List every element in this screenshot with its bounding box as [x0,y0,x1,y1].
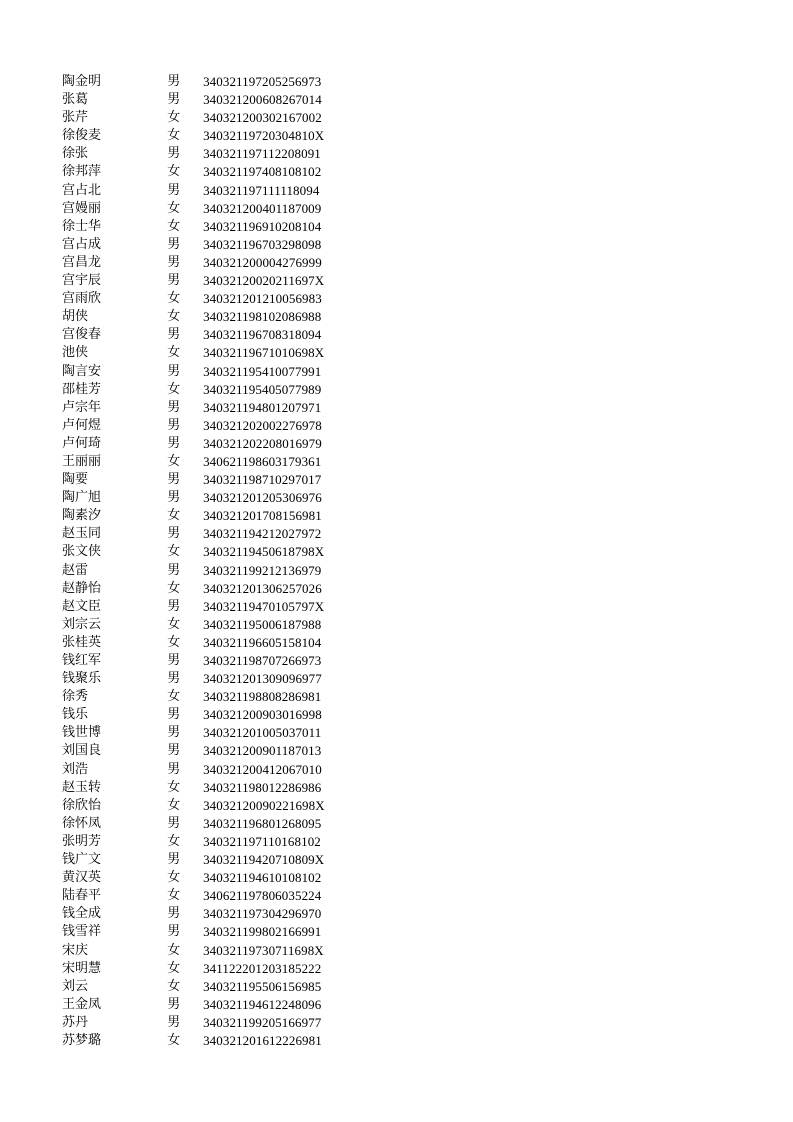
table-row [62,525,362,543]
table-row [62,1014,362,1032]
name-cell: 张桂英 [62,634,102,650]
id-number-cell: 340321194610108102 [203,870,322,886]
id-number-cell: 340321201210056983 [203,291,322,307]
id-number-cell: 340321200903016998 [203,707,322,723]
table-row [62,797,362,815]
table-row [62,489,362,507]
id-number-cell: 340321201309096977 [203,671,322,687]
gender-cell: 男 [167,725,181,741]
name-cell: 徐士华 [62,218,102,234]
name-cell: 宋庆 [62,942,89,958]
name-cell: 张芹 [62,110,89,126]
name-cell: 陶要 [62,472,89,488]
table-row [62,942,362,960]
id-number-cell: 34032119420710809X [203,852,325,868]
id-number-cell: 340321197110168102 [203,833,321,849]
table-row [62,127,362,145]
gender-cell: 女 [167,580,181,596]
table-row [62,724,362,742]
gender-cell: 男 [167,435,181,451]
gender-cell: 男 [167,146,181,162]
name-cell: 钱乐 [62,707,89,723]
gender-cell: 男 [167,562,181,578]
id-number-cell: 340321195506156985 [203,978,322,994]
name-cell: 宫宇辰 [62,273,102,289]
gender-cell: 男 [167,399,181,415]
gender-cell: 男 [167,906,181,922]
id-number-cell: 340321200412067010 [203,761,322,777]
gender-cell: 男 [167,417,181,433]
name-cell: 刘浩 [62,761,89,777]
name-cell: 刘国良 [62,743,102,759]
roster-table [62,73,362,1050]
table-row [62,471,362,489]
id-number-cell: 340321201306257026 [203,580,322,596]
id-number-cell: 340321196708318094 [203,327,322,343]
id-number-cell: 340321195410077991 [203,363,322,379]
id-number-cell: 340621198603179361 [203,453,322,469]
gender-cell: 男 [167,671,181,687]
name-cell: 钱聚乐 [62,671,102,687]
gender-cell: 男 [167,526,181,542]
gender-cell: 女 [167,616,181,632]
id-number-cell: 340321195405077989 [203,381,322,397]
gender-cell: 女 [167,978,181,994]
table-row [62,453,362,471]
gender-cell: 女 [167,128,181,144]
gender-cell: 女 [167,381,181,397]
gender-cell: 女 [167,508,181,524]
name-cell: 王丽丽 [62,453,102,469]
id-number-cell: 340321201612226981 [203,1032,322,1048]
id-number-cell: 34032119470105797X [203,598,325,614]
gender-cell: 女 [167,689,181,705]
gender-cell: 男 [167,363,181,379]
name-cell: 徐欣怡 [62,797,102,813]
id-number-cell: 340321194612248096 [203,996,322,1012]
name-cell: 宫俊春 [62,327,102,343]
id-number-cell: 340321197408108102 [203,164,322,180]
table-row [62,363,362,381]
id-number-cell: 340321200401187009 [203,200,322,216]
id-number-cell: 340321198710297017 [203,472,322,488]
table-row [62,634,362,652]
id-number-cell: 340321199205166977 [203,1014,322,1030]
table-row [62,887,362,905]
gender-cell: 女 [167,797,181,813]
name-cell: 钱广文 [62,852,102,868]
name-cell: 赵雷 [62,562,89,578]
table-row [62,290,362,308]
gender-cell: 女 [167,453,181,469]
table-row [62,562,362,580]
id-number-cell: 341122201203185222 [203,960,322,976]
gender-cell: 男 [167,924,181,940]
id-number-cell: 340321201708156981 [203,508,322,524]
table-row [62,399,362,417]
table-row [62,73,362,91]
name-cell: 钱雪祥 [62,924,102,940]
id-number-cell: 340321198102086988 [203,309,322,325]
table-row [62,163,362,181]
gender-cell: 女 [167,291,181,307]
gender-cell: 男 [167,254,181,270]
name-cell: 宫占北 [62,182,102,198]
name-cell: 钱红军 [62,653,102,668]
id-number-cell: 340321199212136979 [203,562,322,578]
gender-cell: 女 [167,779,181,795]
name-cell: 池侠 [62,345,89,361]
table-row [62,905,362,923]
name-cell: 陆春平 [62,888,102,904]
table-row [62,742,362,760]
table-row [62,580,362,598]
name-cell: 钱世博 [62,725,102,741]
table-row [62,200,362,218]
id-number-cell: 340321201005037011 [203,725,322,741]
id-number-cell: 340321202208016979 [203,435,322,451]
name-cell: 胡侠 [62,309,89,325]
name-cell: 宫昌龙 [62,254,102,270]
id-number-cell: 340321196605158104 [203,634,322,650]
table-row [62,236,362,254]
id-number-cell: 34032119671010698X [203,345,325,361]
gender-cell: 男 [167,273,181,289]
table-row [62,417,362,435]
table-row [62,996,362,1014]
table-row [62,923,362,941]
table-row [62,182,362,200]
id-number-cell: 34032119720304810X [203,128,325,144]
gender-cell: 女 [167,870,181,886]
name-cell: 王金凤 [62,996,102,1012]
gender-cell: 男 [167,92,181,108]
id-number-cell: 340321198707266973 [203,653,322,668]
table-row [62,706,362,724]
name-cell: 赵玉同 [62,526,102,542]
name-cell: 卢何琦 [62,435,102,451]
table-row [62,815,362,833]
gender-cell: 女 [167,110,181,126]
table-row [62,598,362,616]
table-row [62,652,362,670]
gender-cell: 男 [167,815,181,831]
table-row [62,254,362,272]
name-cell: 黄汉英 [62,870,102,886]
id-number-cell: 340321197111118094 [203,182,320,198]
table-row [62,670,362,688]
table-row [62,308,362,326]
table-row [62,779,362,797]
gender-cell: 女 [167,544,181,560]
id-number-cell: 340321197205256973 [203,74,322,89]
gender-cell: 男 [167,490,181,506]
table-row [62,869,362,887]
gender-cell: 男 [167,74,181,89]
id-number-cell: 340321196801268095 [203,815,322,831]
id-number-cell: 340321195006187988 [203,616,322,632]
id-number-cell: 340321200901187013 [203,743,322,759]
table-row [62,1032,362,1050]
gender-cell: 女 [167,833,181,849]
id-number-cell: 340321199802166991 [203,924,322,940]
name-cell: 张文侠 [62,544,102,560]
gender-cell: 女 [167,634,181,650]
name-cell: 刘云 [62,978,89,994]
id-number-cell: 340321200608267014 [203,92,322,108]
table-row [62,688,362,706]
gender-cell: 男 [167,236,181,252]
table-row [62,833,362,851]
table-row [62,851,362,869]
id-number-cell: 340321197112208091 [203,146,321,162]
id-number-cell: 340321198808286981 [203,689,322,705]
name-cell: 宋明慧 [62,960,102,976]
name-cell: 卢宗年 [62,399,102,415]
table-row [62,761,362,779]
name-cell: 钱全成 [62,906,102,922]
gender-cell: 男 [167,743,181,759]
table-row [62,381,362,399]
id-number-cell: 340321197304296970 [203,906,322,922]
id-number-cell: 340321202002276978 [203,417,322,433]
table-row [62,145,362,163]
table-row [62,272,362,290]
gender-cell: 男 [167,327,181,343]
table-row [62,978,362,996]
gender-cell: 女 [167,942,181,958]
name-cell: 徐俊麦 [62,128,102,144]
gender-cell: 女 [167,1032,181,1048]
table-row [62,543,362,561]
gender-cell: 男 [167,472,181,488]
name-cell: 卢何煜 [62,417,102,433]
table-row [62,91,362,109]
name-cell: 赵文臣 [62,598,102,614]
name-cell: 张葛 [62,92,89,108]
name-cell: 刘宗云 [62,616,102,632]
table-row [62,326,362,344]
name-cell: 宫占成 [62,236,102,252]
id-number-cell: 340321200004276999 [203,254,322,270]
gender-cell: 女 [167,200,181,216]
gender-cell: 男 [167,1014,181,1030]
name-cell: 邵桂芳 [62,381,102,397]
table-row [62,109,362,127]
table-row [62,344,362,362]
name-cell: 陶素汐 [62,508,102,524]
name-cell: 陶言安 [62,363,102,379]
id-number-cell: 340321196910208104 [203,218,322,234]
gender-cell: 男 [167,707,181,723]
name-cell: 徐张 [62,146,89,162]
id-number-cell: 340321194212027972 [203,526,322,542]
table-row [62,218,362,236]
id-number-cell: 34032119450618798X [203,544,325,560]
name-cell: 宫雨欣 [62,291,102,307]
name-cell: 赵玉转 [62,779,102,795]
id-number-cell: 34032120090221698X [203,797,325,813]
name-cell: 苏梦璐 [62,1032,102,1048]
gender-cell: 女 [167,888,181,904]
id-number-cell: 340321196703298098 [203,236,322,252]
name-cell: 徐怀凤 [62,815,102,831]
id-number-cell: 34032120020211697X [203,273,325,289]
gender-cell: 女 [167,164,181,180]
gender-cell: 男 [167,653,181,668]
name-cell: 徐秀 [62,689,89,705]
gender-cell: 男 [167,598,181,614]
gender-cell: 女 [167,309,181,325]
table-row [62,435,362,453]
table-row [62,616,362,634]
gender-cell: 女 [167,960,181,976]
gender-cell: 男 [167,996,181,1012]
name-cell: 张明芳 [62,833,102,849]
name-cell: 徐邦萍 [62,164,102,180]
gender-cell: 女 [167,345,181,361]
gender-cell: 女 [167,218,181,234]
id-number-cell: 340621197806035224 [203,888,322,904]
id-number-cell: 340321201205306976 [203,490,322,506]
id-number-cell: 340321198012286986 [203,779,322,795]
name-cell: 陶广旭 [62,490,102,506]
gender-cell: 男 [167,761,181,777]
name-cell: 陶金明 [62,74,102,89]
name-cell: 苏丹 [62,1014,89,1030]
name-cell: 赵静怡 [62,580,102,596]
table-row [62,507,362,525]
table-row [62,960,362,978]
gender-cell: 男 [167,852,181,868]
id-number-cell: 34032119730711698X [203,942,324,958]
gender-cell: 男 [167,182,181,198]
id-number-cell: 340321200302167002 [203,110,322,126]
name-cell: 宫嫚丽 [62,200,102,216]
id-number-cell: 340321194801207971 [203,399,322,415]
